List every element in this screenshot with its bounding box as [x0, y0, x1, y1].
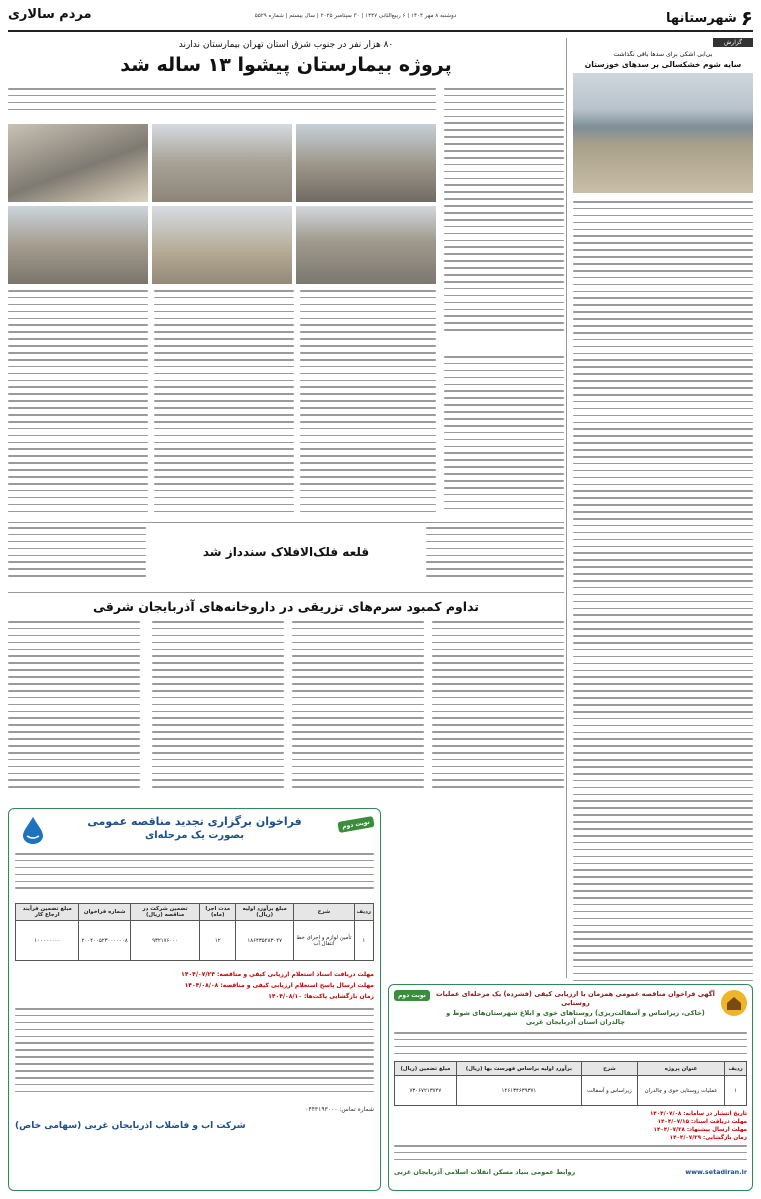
date-line: مهلت دریافت اسناد: ۱۴۰۴/۰۷/۱۵ — [657, 1119, 747, 1125]
azarbaijan-col-4 — [8, 621, 140, 801]
col-header: مبلغ برآورد اولیه (ریال) — [236, 904, 294, 921]
table-header-row — [395, 1062, 747, 1076]
hospital-headline: پروژه بیمارستان پیشوا ۱۳ ساله شد — [120, 54, 452, 76]
housing-ad-headline: آگهی فراخوان مناقصه عمومی همزمان با ارزیابی کیفی (فشرده) یک مرحله‌ای عملیات روستایی — [436, 990, 715, 1007]
col-header: ردیف — [354, 904, 373, 921]
water-ad-headline: فراخوان برگزاری تجدید مناقصه عمومی — [87, 815, 302, 828]
housing-ad-intro — [394, 1032, 747, 1058]
azarbaijan-headline: تداوم کمبود سرم‌های تزریقی در داروخانه‌های آذربایجان شرقی — [93, 599, 479, 614]
sidebar-headline: سایه شوم خشکسالی بر سدهای خوزستان — [584, 60, 742, 69]
falak-col-right — [426, 527, 564, 585]
table-row — [16, 921, 374, 961]
water-tender-table — [15, 903, 374, 961]
col-header: ردیف — [725, 1062, 747, 1076]
housing-ad-footer: روابط عمومی بنیاد مسکن انقلاب اسلامی آذربایجان غربی — [394, 1168, 576, 1176]
sidebar-label: گزارش — [713, 38, 753, 47]
table-cell: ۹۳۲۱۷۶۰۰۰ — [130, 921, 200, 961]
water-ad-company: شرکت آب و فاضلاب آذربایجان غربی (سهامی خاص) — [15, 1121, 246, 1131]
hospital-col-1 — [444, 88, 564, 348]
hospital-col-top-left — [8, 88, 436, 120]
housing-foundation-logo — [721, 990, 747, 1016]
table-cell: زیراساس و آسفالت — [582, 1076, 638, 1106]
hospital-col-5 — [444, 356, 564, 518]
water-company-logo — [15, 815, 51, 845]
hospital-article — [8, 38, 564, 518]
section-badge — [666, 6, 753, 30]
house-icon — [725, 994, 743, 1012]
table-cell: ۱۴۶۱۳۴۶۳۹۳۷۱ — [456, 1076, 581, 1106]
date-line: مهلت ارسال پیشنهاد: ۱۴۰۴/۰۷/۲۸ — [653, 1127, 747, 1133]
falak-col-left — [8, 527, 146, 585]
table-cell: ۷۳۰۶۷۲۱۳۷۴۷ — [395, 1076, 457, 1106]
col-header: مبلغ تضمین فرآیند ارجاع کار — [16, 904, 79, 921]
water-ad-contact: شماره تماس: ۰۴۴۳۱۹۳۰۰۰ — [305, 1106, 374, 1113]
water-ad-intro — [15, 853, 374, 897]
col-header: تضمین شرکت در مناقصه (ریال) — [130, 904, 200, 921]
falak-article — [8, 522, 564, 586]
water-ad-subhead: بصورت یک مرحله‌ای — [145, 830, 245, 841]
construction-photo-6 — [296, 206, 436, 284]
hospital-col-2 — [300, 290, 436, 518]
date-line: زمان بازگشایی پاکت‌ها: ۱۴۰۴/۰۸/۱۰ — [268, 993, 374, 1000]
date-line: مهلت دریافت اسناد استعلام ارزیابی کیفی و مناقصه: ۱۴۰۴/۰۷/۲۴ — [181, 971, 374, 978]
table-cell: ۲۰۰۴۰۰۵۲۳۰۰۰۰۰۰۸ — [79, 921, 130, 961]
water-tender-ad — [8, 808, 381, 1191]
hospital-kicker: ۸۰ هزار نفر در جنوب شرق استان تهران بیمارستان ندارند — [178, 40, 394, 50]
col-header: شرح — [582, 1062, 638, 1076]
col-header: مبلغ تضمین (ریال) — [395, 1062, 457, 1076]
azarbaijan-col-2 — [292, 621, 424, 801]
construction-photo-1 — [8, 124, 148, 202]
hospital-col-4 — [8, 290, 148, 518]
housing-ad-dates — [394, 1110, 747, 1142]
col-header: شرح — [294, 904, 354, 921]
issue-line: دوشنبه ۸ مهر ۱۴۰۴ | ۶ ربیع‌الثانی ۱۴۴۷ | ۳۰ سپتامبر ۲۰۲۵ | سال بیستم | شماره ۵۵۲۹ — [254, 13, 457, 19]
construction-photo-2 — [152, 124, 292, 202]
housing-ad-badge: نوبت دوم — [394, 990, 430, 1001]
col-header: عنوان پروژه — [637, 1062, 724, 1076]
table-cell: ۱ — [354, 921, 373, 961]
date-line: تاریخ انتشار در سامانه: ۱۴۰۴/۰۷/۰۸ — [649, 1111, 747, 1117]
ad-badge: نوبت دوم — [337, 816, 374, 833]
azarbaijan-col-3 — [152, 621, 284, 801]
column-rule — [566, 38, 567, 978]
housing-tender-table — [394, 1061, 747, 1106]
housing-ad-body — [394, 1145, 747, 1167]
date-line: زمان بازگشایی: ۱۴۰۴/۰۷/۲۹ — [669, 1135, 747, 1141]
col-header: شماره فراخوان — [79, 904, 130, 921]
construction-photo-5 — [152, 206, 292, 284]
water-ad-body — [15, 1008, 374, 1104]
table-cell: ۱۲ — [200, 921, 236, 961]
water-ad-dates — [15, 969, 374, 1002]
table-cell: تأمین لوازم و اجرای خط انتقال آب — [294, 921, 354, 961]
hospital-col-3 — [154, 290, 294, 518]
masthead — [8, 6, 753, 32]
sidebar-report — [573, 38, 753, 978]
paper-name: مردم سالاری — [8, 7, 92, 22]
construction-photo-3 — [296, 124, 436, 202]
azarbaijan-col-1 — [432, 621, 564, 801]
table-cell: ۱۰۰۰۰۰۰۰۰ — [16, 921, 79, 961]
table-header-row — [16, 904, 374, 921]
housing-ad-subhead: (خاکی، زیراساس و آسفالت‌ریزی) روستاهای خوی و ابلاغ شهرستان‌های شوط و چالدران استان آذربایجان غربی — [446, 1009, 705, 1026]
col-header: مدت اجرا (ماه) — [200, 904, 236, 921]
azarbaijan-article — [8, 592, 564, 802]
date-line: مهلت ارسال پاسخ استعلام ارزیابی کیفی و مناقصه: ۱۴۰۴/۰۸/۰۸ — [184, 982, 374, 989]
housing-ad-website[interactable]: www.setadiran.ir — [685, 1168, 747, 1176]
water-drop-icon — [15, 815, 51, 845]
sidebar-kicker: بی‌آبی اشکی برای سدها باقی نگذاشت — [613, 51, 713, 58]
falak-headline: قلعه فلک‌الافلاک سندداز شد — [202, 545, 370, 559]
dam-photo — [573, 73, 753, 193]
table-cell: عملیات روستایی خوی و چالدران — [637, 1076, 724, 1106]
section-title: شهرستانها — [666, 10, 737, 26]
construction-photo-4 — [8, 206, 148, 284]
section-number: ۶ — [740, 6, 753, 30]
housing-tender-ad — [388, 984, 753, 1191]
col-header: برآورد اولیه براساس فهرست بها (ریال) — [456, 1062, 581, 1076]
table-cell: ۱۸۶۴۳۵۲۸۳۰۴۷ — [236, 921, 294, 961]
table-row — [395, 1076, 747, 1106]
hospital-photo-collage — [8, 124, 436, 284]
sidebar-body — [573, 201, 753, 991]
table-cell: ۱ — [725, 1076, 747, 1106]
